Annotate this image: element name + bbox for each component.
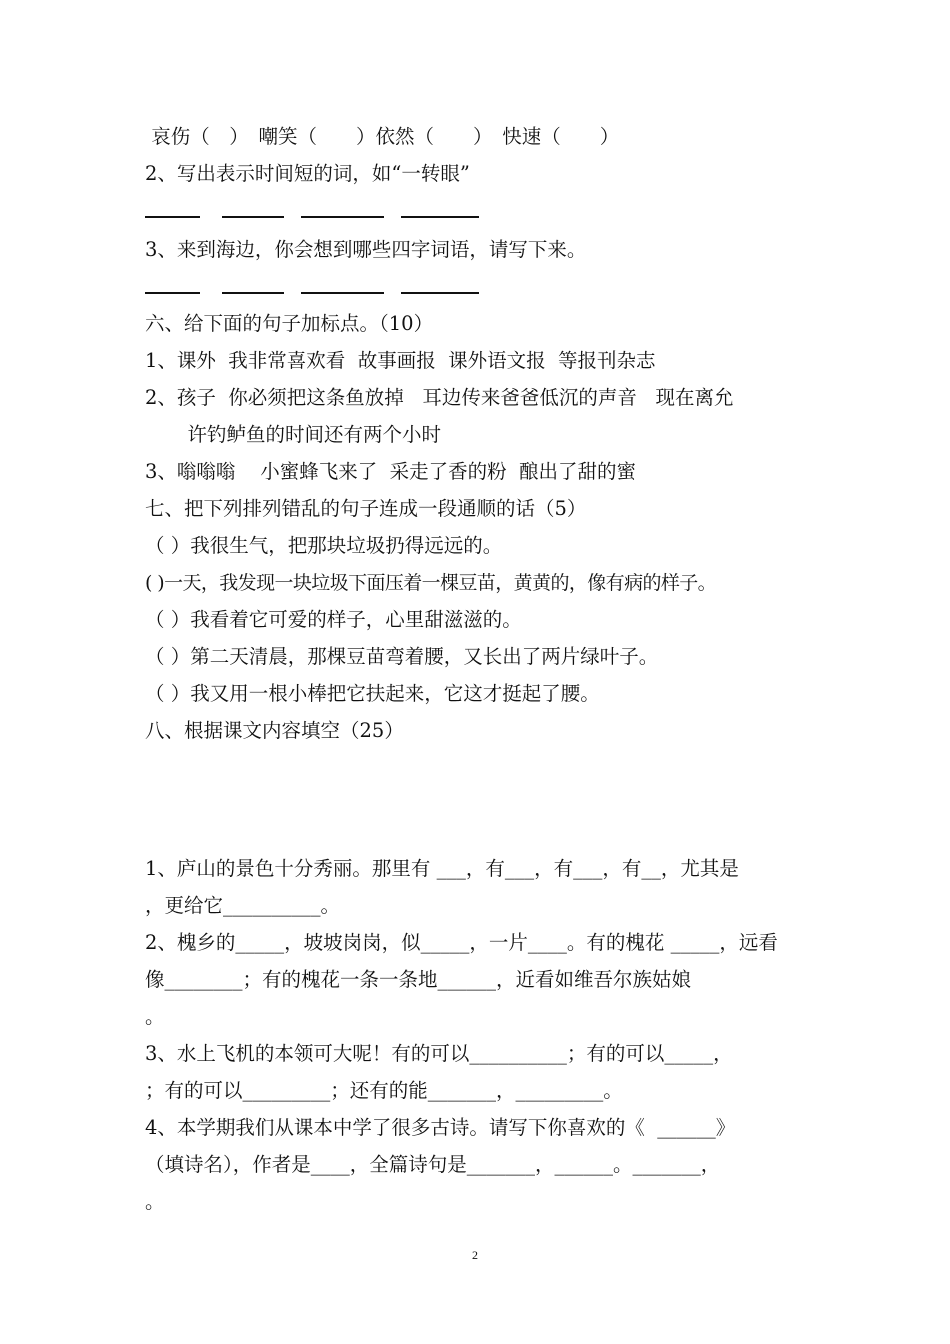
text-line: （ ）我看着它可爱的样子，心里甜滋滋的。 — [145, 608, 522, 631]
answer-blank — [222, 292, 284, 294]
text-line-2: 2、写出表示时间短的词，如“一转眼” — [145, 162, 470, 185]
text-line-3: 3、来到海边，你会想到哪些四字词语，请写下来。 — [145, 238, 587, 261]
text-line: （ ）我又用一根小棒把它扶起来，它这才挺起了腰。 — [145, 682, 600, 705]
text-line: 。 — [145, 1190, 165, 1213]
answer-blank — [145, 292, 200, 294]
text-line: 像________；有的槐花一条一条地______，近看如维吾尔族姑娘 — [145, 968, 692, 991]
text-line: ( )一天，我发现一块垃圾下面压着一棵豆苗，黄黄的，像有病的样子。 — [145, 572, 717, 594]
answer-blank — [301, 292, 384, 294]
text-line: 3、嗡嗡嗡 小蜜蜂飞来了 采走了香的粉 酿出了甜的蜜 — [145, 460, 636, 483]
answer-blank — [222, 216, 284, 218]
text-line: 。 — [145, 1005, 165, 1028]
answer-blank — [145, 216, 200, 218]
page-number: 2 — [472, 1248, 478, 1262]
text-line: （ ）第二天清晨，那棵豆苗弯着腰，又长出了两片绿叶子。 — [145, 645, 659, 668]
answer-blank — [301, 216, 384, 218]
section-heading: 七、把下列排列错乱的句子连成一段通顺的话（5） — [145, 497, 587, 520]
text-line: 4、本学期我们从课本中学了很多古诗。请写下你喜欢的《 ______》 — [145, 1116, 736, 1139]
text-line: 1、课外 我非常喜欢看 故事画报 课外语文报 等报刊杂志 — [145, 349, 656, 372]
text-line: （ ）我很生气，把那块垃圾扔得远远的。 — [145, 534, 503, 557]
text-line-1: 哀伤（ ） 嘲笑（ ）依然（ ） 快速（ ） — [145, 125, 620, 148]
text-line: 2、孩子 你必须把这条鱼放掉 耳边传来爸爸低沉的声音 现在离允 — [145, 386, 734, 409]
text-line: 3、水上飞机的本领可大呢！有的可以__________；有的可以_____， — [145, 1042, 733, 1065]
section-heading: 八、根据课文内容填空（25） — [145, 719, 404, 742]
answer-blank — [401, 216, 479, 218]
text-line: 1、庐山的景色十分秀丽。那里有 ___，有___，有___，有__，尤其是 — [145, 857, 739, 880]
text-line: ，更给它__________。 — [145, 894, 341, 917]
text-line: ；有的可以_________；还有的能_______，_________。 — [145, 1079, 623, 1102]
text-line: 许钓鲈鱼的时间还有两个小时 — [168, 423, 442, 446]
text-line: 2、槐乡的_____，坡坡岗岗，似_____，一片____。有的槐花 _____，远看 — [145, 931, 778, 954]
answer-blank — [401, 292, 479, 294]
text-line: （填诗名），作者是____，全篇诗句是_______，______。_______， — [145, 1153, 721, 1176]
section-heading: 六、给下面的句子加标点。（10） — [145, 312, 434, 335]
